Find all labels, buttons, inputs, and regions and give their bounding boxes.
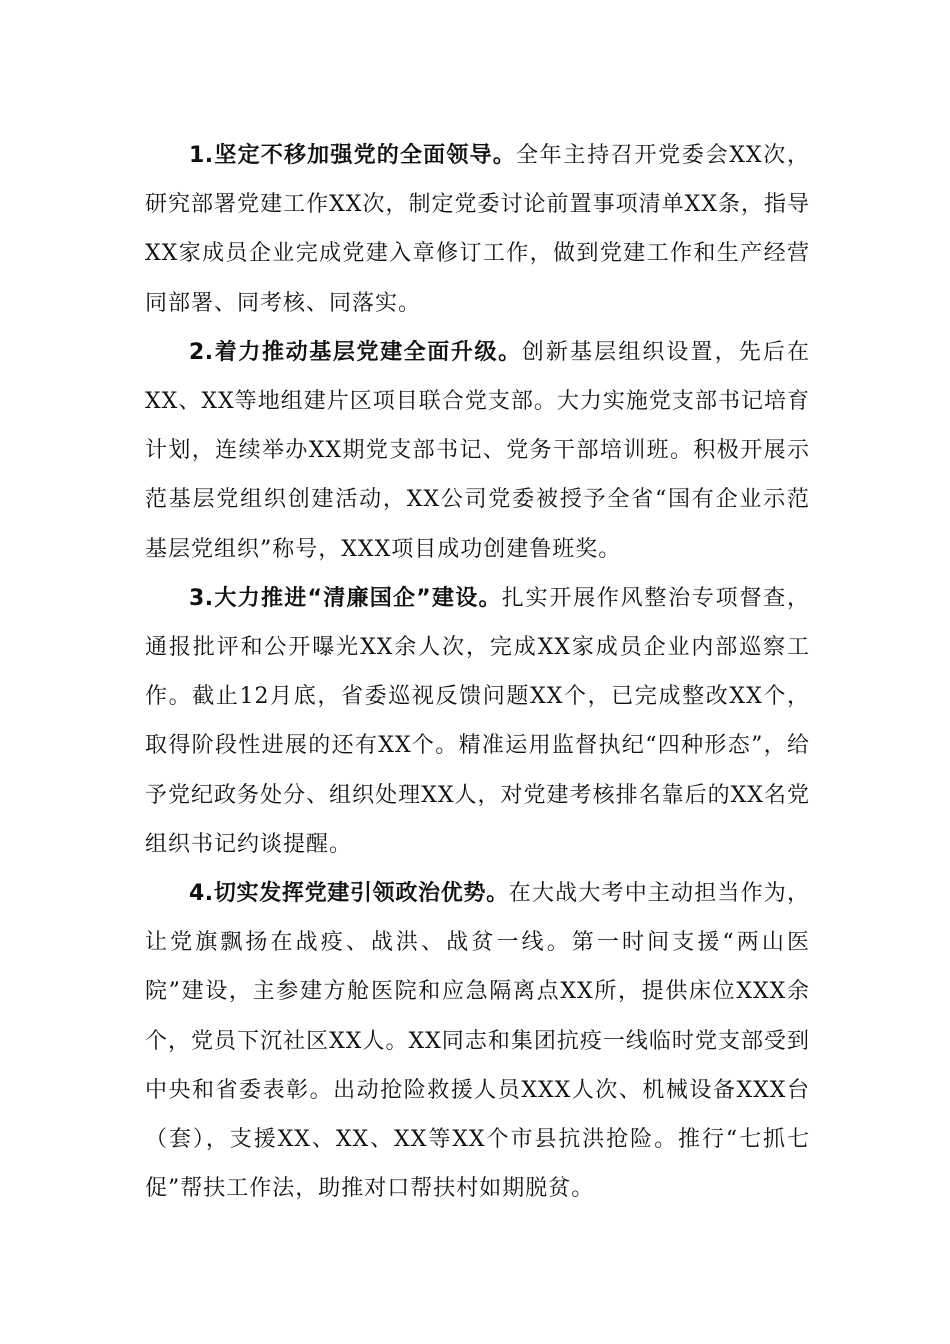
document-page: [145, 131, 810, 1213]
paragraph-2-heading: 2.着力推动基层党建全面升级。: [189, 339, 522, 365]
paragraph-3-heading: 3.大力推进“清廉国企”建设。: [189, 585, 502, 611]
paragraph-4-heading: 4.切实发挥党建引领政治优势。: [189, 881, 509, 907]
paragraph-2: [145, 328, 810, 574]
paragraph-3-body: 扎实开展作风整治专项督查，通报批评和公开曝光XX余人次，完成XX家成员企业内部巡察工作。截止12月底，省委巡视反馈问题XX个，已完成整改XX个，取得阶段性进展的还有XX个。精准运用监督执纪“四种形态”，给予党纪政务处分、组织处理XX人，对党建考核排名靠后的XX名党组织书记约谈提醒。: [145, 585, 810, 857]
paragraph-4-body: 在大战大考中主动担当作为，让党旗飘扬在战疫、战洪、战贫一线。第一时间支援“两山医院”建设，主参建方舱医院和应急隔离点XX所，提供床位XXX余个，党员下沉社区XX人。XX同志和集团抗疫一线临时党支部受到中央和省委表彰。出动抢险救援人员XXX人次、机械设备XXX台（套），支援XX、XX、XX等XX个市县抗洪抢险。推行“七抓七促”帮扶工作法，助推对口帮扶村如期脱贫。: [145, 881, 810, 1202]
paragraph-4: [145, 869, 810, 1213]
paragraph-2-body: 创新基层组织设置，先后在XX、XX等地组建片区项目联合党支部。大力实施党支部书记培育计划，连续举办XX期党支部书记、党务干部培训班。积极开展示范基层党组织创建活动，XX公司党委被授予全省“国有企业示范基层党组织”称号，XXX项目成功创建鲁班奖。: [145, 339, 810, 562]
paragraph-1: [145, 131, 810, 328]
paragraph-1-heading: 1.坚定不移加强党的全面领导。: [189, 143, 516, 168]
paragraph-1-body: 全年主持召开党委会XX次，研究部署党建工作XX次，制定党委讨论前置事项清单XX条，指导XX家成员企业完成党建入章修订工作，做到党建工作和生产经营同部署、同考核、同落实。: [145, 143, 810, 316]
paragraph-3: [145, 574, 810, 869]
